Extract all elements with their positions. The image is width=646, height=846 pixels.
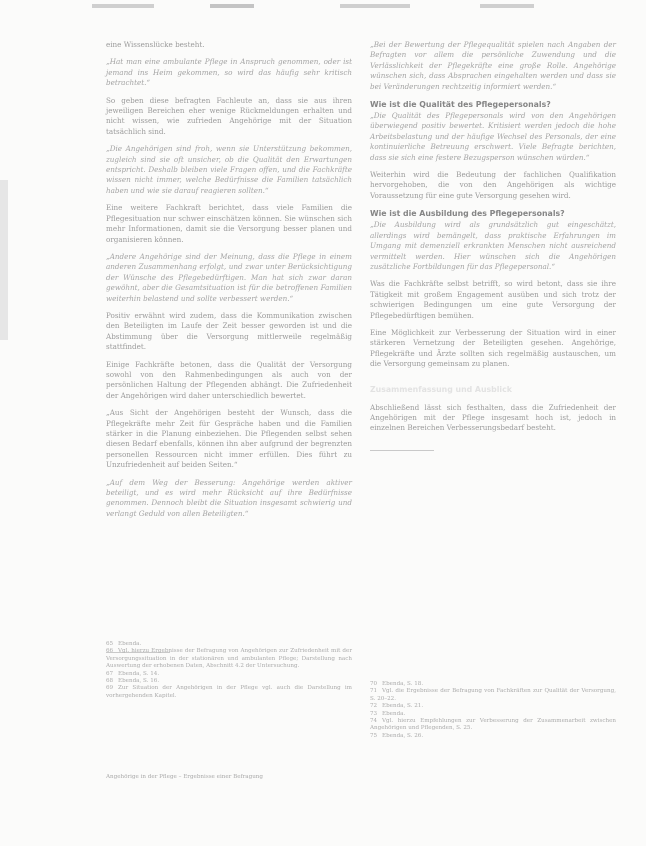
footnote-text: Zur Situation der Angehörigen in der Pflege vgl. auch die Darstellung im vorhergehenden Kapitel. <box>106 685 352 699</box>
footnote <box>370 733 616 740</box>
body-paragraph: Eine Möglichkeit zur Verbesserung der Situation wird in einer stärkeren Vernetzung der Beteiligten gesehen. Angehörige, Pflegekräfte und Ärzte sollten sich regelmäßig austauschen, um die Versorgung gemeinsam zu planen. <box>370 327 616 369</box>
footnote <box>106 641 352 648</box>
footnote-text: Vgl. die Ergebnisse der Befragung von Fachkräften zur Qualität der Versorgung, S. 20–22. <box>370 688 616 702</box>
top-scan-bar <box>0 0 646 16</box>
footnote-number: 72 <box>370 703 378 710</box>
footnote-number: 67 <box>106 670 114 677</box>
body-paragraph: Weiterhin wird die Bedeutung der fachlichen Qualifikation hervorgehoben, die von den Angehörigen als wichtige Voraussetzung für eine gute Versorgung gesehen wird. <box>370 170 616 200</box>
footnote <box>106 678 352 685</box>
footnote-number: 71 <box>370 688 378 695</box>
body-paragraph: Positiv erwähnt wird zudem, dass die Kommunikation zwischen den Beteiligten im Laufe der Zeit besser geworden ist und die Abstimmung über die Versorgung mittlerweile regelmäßig stattfindet. <box>106 310 352 352</box>
right-column <box>370 40 616 456</box>
footnote-text: Ebenda, S. 26. <box>382 732 424 739</box>
page-footer: Angehörige in der Pflege – Ergebnisse einer Befragung <box>106 774 263 780</box>
left-column <box>106 40 352 526</box>
footnote-number: 66 <box>106 648 114 655</box>
footnote <box>370 688 616 703</box>
footnote-rule <box>370 450 434 451</box>
footnotes-left <box>106 641 352 700</box>
footnote-text: Ebenda, S. 18. <box>382 681 424 687</box>
footnote-text: Vgl. hierzu Empfehlungen zur Verbesserung der Zusammenarbeit zwischen Angehörigen und Pflegenden, S. 25. <box>370 718 616 732</box>
body-paragraph: Was die Fachkräfte selbst betrifft, so wird betont, dass sie ihre Tätigkeit mit großem Engagement ausüben und sich trotz der schwierigen Bedingungen um eine gute Versorgung der Pflegebedürftigen bemühen. <box>370 279 616 320</box>
footnote-text: Ebenda, S. 14. <box>118 670 160 677</box>
footnote-number: 65 <box>106 641 114 647</box>
section-heading: Wie ist die Ausbildung des Pflegepersonals? <box>370 209 565 219</box>
page-edge-shadow <box>0 180 8 340</box>
section-heading: Zusammenfassung und Ausblick <box>370 384 512 394</box>
footnote-number: 75 <box>370 732 378 739</box>
footnote <box>106 685 352 700</box>
footnote <box>370 711 616 718</box>
footnote-number: 68 <box>106 678 114 685</box>
footnote-number: 73 <box>370 710 378 717</box>
footnotes-right <box>370 681 616 740</box>
body-paragraph: Einige Fachkräfte betonen, dass die Qualität der Versorgung sowohl von den Rahmenbedingungen als auch von der persönlichen Haltung der Pflegenden abhängt. Die Zufriedenheit der Angehörigen wird daher unterschiedlich bewertet. <box>106 359 352 400</box>
footnote-text: Vgl. hierzu Ergebnisse der Befragung von Angehörigen zur Zufriedenheit mit der Versorgungssituation in der stationären und ambulanten Pflege; Darstellung nach Auswertung der erhobenen Daten, Abschnitt 4.2 der Untersuchung. <box>106 648 352 670</box>
scan-mark <box>340 4 410 8</box>
footnote-text: Ebenda, S. 21. <box>382 703 424 710</box>
footnote <box>370 718 616 733</box>
footnote <box>106 671 352 678</box>
footnote-text: Ebenda. <box>382 710 406 717</box>
quote-paragraph: „Die Qualität des Pflegepersonals wird von den Angehörigen überwiegend positiv bewertet. Kritisiert werden jedoch die hohe Arbeitsbelastung und der häufige Wechsel des Personals, der eine kontinuierliche Betreuung erschwert. Viele Befragte berichten, dass sie sich eine festere Bezugsperson wünschen würden.“ <box>370 111 616 162</box>
footnote-number: 70 <box>370 681 378 687</box>
body-paragraph: Abschließend lässt sich festhalten, dass die Zufriedenheit der Angehörigen mit der Pflege insgesamt hoch ist, jedoch in einzelnen Bereichen Verbesserungsbedarf besteht. <box>370 402 616 433</box>
quote-paragraph: „Bei der Bewertung der Pflegequalität spielen nach Angaben der Befragten vor allem die persönliche Zuwendung und die Verlässlichkeit der Pflegekräfte eine große Rolle. Angehörige wünschen sich, dass Absprachen eingehalten werden und dass sie bei Veränderungen rechtzeitig informiert werden.“ <box>370 40 616 91</box>
body-paragraph: eine Wissenslücke besteht. <box>106 40 205 49</box>
quote-paragraph: „Hat man eine ambulante Pflege in Anspruch genommen, oder ist jemand ins Heim gekommen, so wird das häufig sehr kritisch betrachtet.“ <box>106 57 352 88</box>
footnote-text: Ebenda, S. 16. <box>118 678 160 685</box>
body-paragraph: „Aus Sicht der Angehörigen besteht der Wunsch, dass die Pflegekräfte mehr Zeit für Gespräche haben und die Familien stärker in die Planung einbeziehen. Die Pflegenden selbst sehen diesen Bedarf ebenfalls, können ihn aber aufgrund der begrenzten personellen Ressourcen nicht immer erfüllen. Dies führt zu Unzufriedenheit auf beiden Seiten.“ <box>106 408 352 470</box>
scan-mark <box>480 4 534 8</box>
footnote <box>106 648 352 670</box>
quote-paragraph: „Auf dem Weg der Besserung: Angehörige werden aktiver beteiligt, und es wird mehr Rücksicht auf ihre Bedürfnisse genommen. Dennoch bleibt die Situation insgesamt schwierig und verlangt Geduld von allen Beteiligten.“ <box>106 477 352 518</box>
footnote-number: 74 <box>370 718 378 725</box>
footnote-text: Ebenda. <box>118 641 142 647</box>
quote-paragraph: „Die Angehörigen sind froh, wenn sie Unterstützung bekommen, zugleich sind sie oft unsicher, ob die Qualität den Erwartungen entspricht. Deshalb bleiben viele Fragen offen, und die Fachkräfte wissen nicht immer, welche Bedürfnisse die Familien tatsächlich haben und wie sie darauf reagieren sollten.“ <box>106 144 352 195</box>
quote-paragraph: „Die Ausbildung wird als grundsätzlich gut eingeschätzt, allerdings wird bemängelt, dass praktische Erfahrungen im Umgang mit demenziell erkrankten Menschen nicht ausreichend vermittelt werden. Hier wünschen sich die Angehörigen zusätzliche Fortbildungen für das Pflegepersonal.“ <box>370 220 616 271</box>
quote-paragraph: „Andere Angehörige sind der Meinung, dass die Pflege in einem anderen Zusammenhang erfolgt, und zwar unter Berücksichtigung der Wünsche des Pflegebedürftigen. Man hat sich zwar daran gewöhnt, aber die Gesamtsituation ist für die betroffenen Familien weiterhin belastend und sollte verbessert werden.“ <box>106 251 352 303</box>
footnote <box>370 703 616 710</box>
scan-mark <box>92 4 154 8</box>
footnote <box>370 681 616 688</box>
scan-mark <box>210 4 254 8</box>
body-paragraph: Eine weitere Fachkraft berichtet, dass viele Familien die Pflegesituation nur schwer einschätzen können. Sie wünschen sich mehr Informationen, damit sie die Versorgung besser planen und organisieren können. <box>106 203 352 244</box>
body-paragraph: So geben diese befragten Fachleute an, dass sie aus ihren jeweiligen Bereichen eher wenige Rückmeldungen erhalten und nicht wissen, wie zufrieden Angehörige mit der Situation tatsächlich sind. <box>106 95 352 136</box>
footnote-number: 69 <box>106 685 114 692</box>
section-heading: Wie ist die Qualität des Pflegepersonals? <box>370 100 551 110</box>
